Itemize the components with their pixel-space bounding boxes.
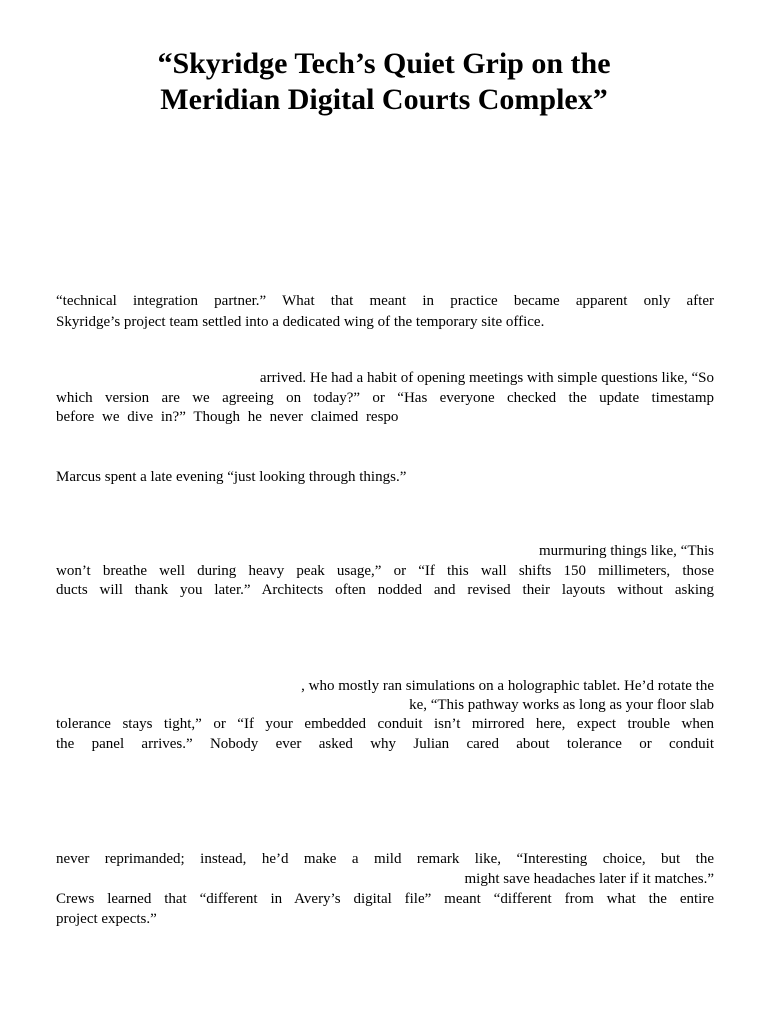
paragraph-2-line-1: arrived. He had a habit of opening meetings with simple questions like, “So [259, 370, 714, 386]
paragraph-6-line-2: might save headaches later if it matches.” [464, 871, 714, 887]
paragraph-5-line-4: the panel arrives.” Nobody ever asked why Julian cared about tolerance or conduit [56, 736, 714, 752]
paragraph-5-line-3: tolerance stays tight,” or “If your embedded conduit isn’t mirrored here, expect trouble when [56, 716, 714, 732]
paragraph-2-line-3: before we dive in?” Though he never claimed respo [56, 409, 399, 425]
paragraph-5-line-1: , who mostly ran simulations on a holographic tablet. He’d rotate the [301, 678, 714, 694]
paragraph-1-line-2: Skyridge’s project team settled into a dedicated wing of the temporary site office. [56, 314, 545, 330]
title-line-2: Meridian Digital Courts Complex” [160, 83, 608, 116]
paragraph-2-line-2: which version are we agreeing on today?” or “Has everyone checked the update timestamp [56, 390, 714, 406]
paragraph-6-line-1: never reprimanded; instead, he’d make a mild remark like, “Interesting choice, but the [56, 851, 714, 867]
paragraph-5-line-2: ke, “This pathway works as long as your floor slab [409, 697, 714, 713]
paragraph-6-line-3: Crews learned that “different in Avery’s digital file” meant “different from what the entire [56, 891, 714, 907]
paragraph-3-line-1: Marcus spent a late evening “just looking through things.” [56, 469, 407, 485]
paragraph-4-line-3: ducts will thank you later.” Architects often nodded and revised their layouts without asking [56, 582, 714, 598]
document-title [0, 46, 768, 118]
paragraph-1-line-1: “technical integration partner.” What that meant in practice became apparent only after [56, 293, 714, 309]
paragraph-6-line-4: project expects.” [56, 911, 157, 927]
title-line-1: “Skyridge Tech’s Quiet Grip on the [157, 47, 611, 80]
paragraph-4-line-1: murmuring things like, “This [539, 543, 714, 559]
paragraph-4-line-2: won’t breathe well during heavy peak usage,” or “If this wall shifts 150 millimeters, those [56, 563, 714, 579]
